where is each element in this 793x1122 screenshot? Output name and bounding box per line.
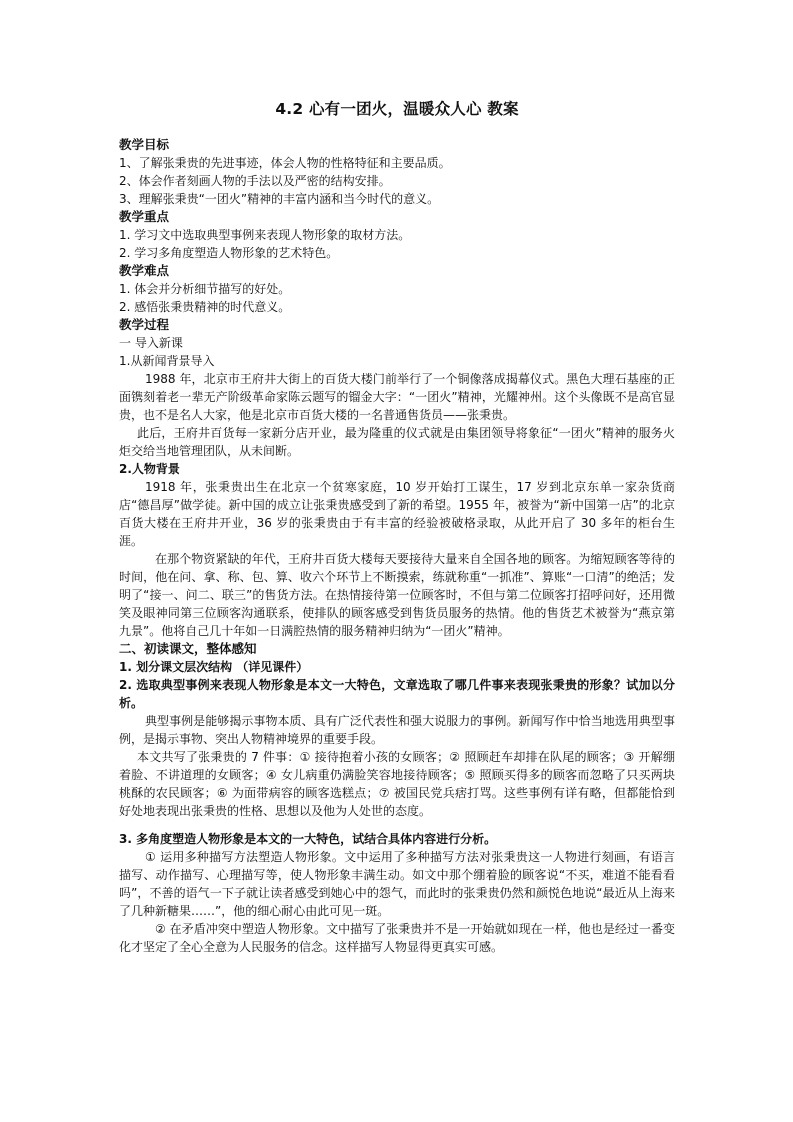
character-background-heading: 2.人物背景 (119, 462, 180, 476)
reading-heading: 二、初读课文，整体感知 (119, 641, 257, 656)
key-point-item: 2. 学习多角度塑造人物形象的艺术特色。 (119, 246, 339, 260)
news-background-paragraph: 1988 年，北京市王府井大街上的百货大楼门前举行了一个铜像落成揭幕仪式。黑色大理石基座的正面镌刻着老一辈无产阶级革命家陈云题写的镏金大字：“一团火”精神，光耀神州。这个头像既不是高官显贵，也不是名人大家，他是北京市百货大楼的一名普通售货员——张秉贵。 (119, 372, 675, 422)
difficulties-heading: 教学难点 (119, 263, 170, 278)
difficulty-item: 2. 感悟张秉贵精神的时代意义。 (119, 300, 291, 314)
key-point-item: 1. 学习文中选取典型事例来表现人物形象的取材方法。 (119, 228, 411, 242)
intro-heading: 一 导入新课 (119, 336, 183, 350)
difficulty-item: 1. 体会并分析细节描写的好处。 (119, 282, 291, 296)
news-background-heading: 1.从新闻背景导入 (119, 354, 215, 368)
answer-paragraph: 本文共写了张秉贵的 7 件事：① 接待抱着小孩的女顾客；② 照顾赶车却排在队尾的顾客；③ 开解绷着脸、不讲道理的女顾客；④ 女儿病重仍满脸笑容地接待顾客；⑤ 照顾买得多的顾客而忽略了只买两块桃酥的农民顾客；⑥ 为面带病容的顾客选糕点；⑦ 被国民党兵痞打骂。这些事例有详有略，但都能恰到好处地表现出张秉贵的性格、思想以及他为人处世的态度。 (119, 750, 675, 818)
paragraph-gap (119, 820, 675, 830)
answer-paragraph: ② 在矛盾冲突中塑造人物形象。文中描写了张秉贵并不是一开始就如现在一样，他也是经过一番变化才坚定了全心全意为人民服务的信念。这样描写人物显得更真实可感。 (119, 922, 675, 954)
answer-paragraph: ① 运用多种描写方法塑造人物形象。文中运用了多种描写方法对张秉贵这一人物进行刻画，有语言描写、动作描写、心理描写等，使人物形象丰满生动。如文中那个绷着脸的顾客说“不买，难道不能看看吗”，不善的语气一下子就让读者感受到她心中的怨气，而此时的张秉贵仍然和颜悦色地说“最近从上海来了几种新糖果……”，他的细心耐心由此可见一斑。 (119, 850, 675, 918)
process-heading: 教学过程 (119, 317, 170, 332)
lesson-plan-page (119, 98, 675, 956)
question-3: 3. 多角度塑造人物形象是本文的一大特色，试结合具体内容进行分析。 (119, 832, 497, 846)
key-points-heading: 教学重点 (119, 209, 170, 224)
objective-item: 3、理解张秉贵“一团火”精神的丰富内涵和当今时代的意义。 (119, 192, 440, 206)
news-background-paragraph: 此后，王府井百货每一家新分店开业，最为隆重的仪式就是由集团领导将象征“一团火”精神的服务火炬交给当地管理团队，从未间断。 (119, 426, 675, 458)
page-title: 4.2 心有一团火，温暖众人心 教案 (275, 100, 519, 118)
character-background-paragraph: 在那个物资紧缺的年代，王府井百货大楼每天要接待大量来自全国各地的顾客。为缩短顾客等待的时间，他在问、拿、称、包、算、收六个环节上不断摸索，练就称重“一抓准”、算账“一口清”的绝活；发明了“接一、问二、联三”的售货方法。在热情接待第一位顾客时，不但与第二位顾客打招呼问好，还用微笑及眼神同第三位顾客沟通联系，使排队的顾客感受到售货员服务的热情。他的售货艺术被誉为“燕京第九景”。他将自己几十年如一日满腔热情的服务精神归纳为“一团火”精神。 (119, 552, 675, 638)
answer-paragraph: 典型事例是能够揭示事物本质、具有广泛代表性和强大说服力的事例。新闻写作中恰当地选用典型事例，是揭示事物、突出人物精神境界的重要手段。 (119, 714, 675, 746)
question-1: 1. 划分课文层次结构 （详见课件） (119, 660, 309, 674)
objective-item: 1、了解张秉贵的先进事迹，体会人物的性格特征和主要品质。 (119, 156, 451, 170)
question-2: 2. 选取典型事例来表现人物形象是本文一大特色，文章选取了哪几件事来表现张秉贵的形象？试加以分析。 (119, 678, 675, 710)
objectives-heading: 教学目标 (119, 137, 170, 152)
character-background-paragraph: 1918 年，张秉贵出生在北京一个贫寒家庭，10 岁开始打工谋生，17 岁到北京东单一家杂货商店“德昌厚”做学徒。新中国的成立让张秉贵感受到了新的希望。1955 年，被誉为“新中国第一店”的北京百货大楼在王府井开业，36 岁的张秉贵由于有丰富的经验被破格录取，从此开启了 30 多年的柜台生涯。 (119, 480, 675, 548)
objective-item: 2、体会作者刻画人物的手法以及严密的结构安排。 (119, 174, 391, 188)
